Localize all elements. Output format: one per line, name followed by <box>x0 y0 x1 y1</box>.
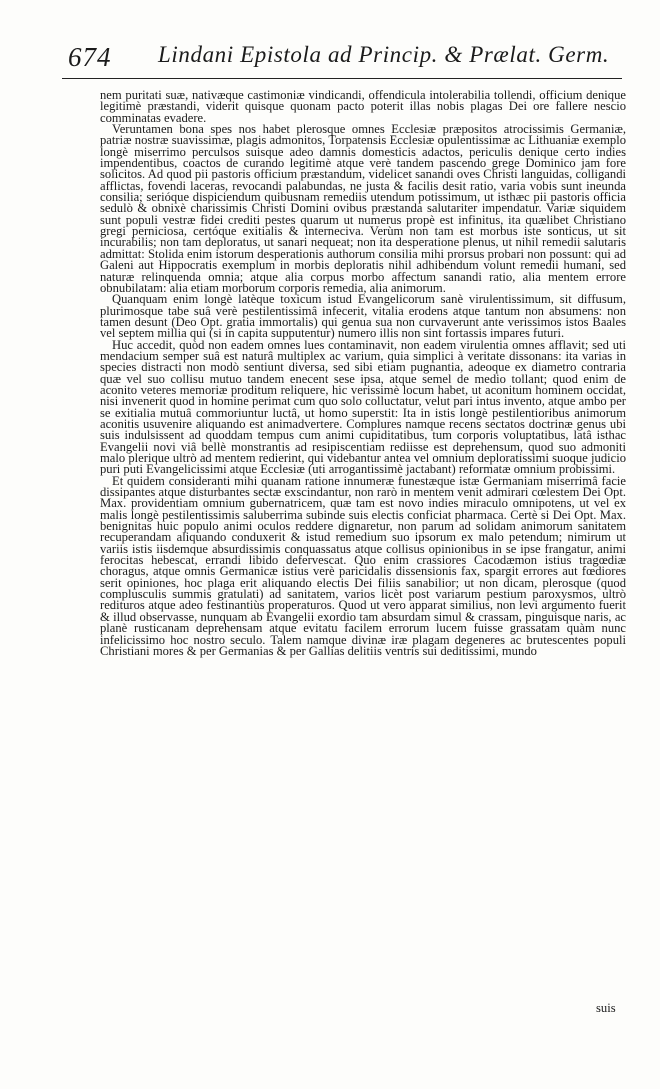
paragraph: nem puritati suæ, nativæque castimoniæ vindicandi, offendicula intolerabilia tollendi, officium denique legitimè præstandi, viderit quisque quonam pacto poterit illas nobis plagas Dei ore fallere nescio comminatas evadere. <box>100 88 626 125</box>
paragraph: Quanquam enim longè latèque toxicum istud Evangelicorum sanè virulentissimum, sit diffusum, plurimosque tabe suâ verè pestilentissimâ infecerit, vitalia erodens atque tantum non absumens: non tamen desunt (Deo Opt. gratia immortalis) qui genua sua non curvaverunt ante verissimos istos Baales vel septem millia qui (si in capita supputentur) numero illis non sint fortassis impares futuri. <box>100 292 626 341</box>
paragraph: Et quidem consideranti mihi quanam ratione innumeræ funestæque istæ Germaniam miserrimâ facie dissipantes atque disturbantes sectæ exscindantur, non rarò in mentem venit admirari cœlestem Dei Opt. Max. providentiam omnium gubernatricem, quæ tam est novo indies miraculo omnipotens, ut vel ex malis longè pestilentissimis saluberrima subinde suis electis conficiat pharmaca. Certè si Dei Opt. Max. benignitas huic populo animi oculos reddere dignaretur, non parum ad solidam animorum sanitatem recuperandam aliquando conduxerit & istud remedium suo ipsorum ex malo petendum; nimirum ut variis istis iisdemque absurdissimis conquassatus atque collisus opinionibus in se ipse frangatur, animi ferocitas hebescat, errandi libido defervescat. Quo enim crassiores Cacodæmon istius tragœdiæ choragus, atque omnis Germanicæ istius verè paricidalis dissensionis fax, spargit errores aut fœdiores serit opiniones, hoc plaga erit aliquando electis Dei filiis sanabilior; ut non dicam, plerosque (quod complusculis summis gratulati) ad sanitatem, varios licèt post variarum pestium paroxysmos, ultrò redituros atque adeo festinantiùs properaturos. Quod ut vero apparat similius, non levi argumento fuerit & illud observasse, nunquam ab Evangelii exordio tam absurdam simul & crassam, pinguisque naris, ac planè rusticanam deprehensam atque evitatu facilem errorum lucem fuisse grassatam quàm nunc infelicissimo hoc nostro seculo. Talem namque divinæ iræ plagam degeneres ac brutescentes populi Christiani mores & per Germanias & per Gallias delitiis ventris sui deditissimi, mundo <box>100 473 626 658</box>
running-header <box>62 38 622 79</box>
running-title: Lindani Epistola ad Princip. & Prælat. Germ. <box>158 42 610 67</box>
paragraph: Veruntamen bona spes nos habet plerosque omnes Ecclesiæ præpositos atrocissimis Germaniæ, patriæ nostræ suavissimæ, plagis admonitos, Torpatensis Ecclesiæ opulentissimæ ac Lithuaniæ exemplo longè miserrimo perculsos suisque adeo damnis domesticis adactos, periculis denique certo indies impendentibus, coactos de curando legitimè atque verè tandem pascendo grege Dominico jam fore solicitos. Ad quod pii pastoris officium præstandum, videlicet sanandi oves Christi languidas, colligandi afflictas, fovendi laceras, revocandi palabundas, ne justa & facilis desit ratio, varia vobis sunt ineunda consilia; serióque dispiciendum quibusnam remediis utendum potissimum, ut isthæc pii pastoris officia sedulò & obnixè charissimis Christi Domini ovibus præstanda salutariter impendatur. Variæ siquidem sunt populi vestræ fidei crediti pestes quarum ut numerus propè est infinitus, ita quælibet Christiano gregi perniciosa, certóque exitialis & interneciva. Verùm non tam est morbus iste sonticus, ut sit incurabilis; non tam deploratus, ut sanari nequeat; non ita desperatione plenus, ut nihil remedii salutaris admittat: Stolida enim istorum desperationis authorum consilia mihi prorsus probari non possunt: qui ad Galeni aut Hippocratis exemplum in morbis deploratis nihil adhibendum volunt remedii humani, sed naturæ relinquenda omnia; atque alia corpus morbo affectum sanandi ratio, alia mentem errore obnubilatam: alia etiam morborum corporis remedia, alia animorum. <box>100 122 626 295</box>
catchword: suis <box>596 1001 616 1015</box>
paragraph: Huc accedit, quòd non eadem omnes lues contaminavit, non eadem virulentia omnes afflavit; sed uti mendacium semper suâ est naturâ multiplex ac varium, quia simplici à veritate dissonans: ita varias in species distracti non modò sentiunt diversa, sed sibi etiam pugnantia, adeoque ex diametro contraria quæ vel suo collisu mutuo tandem enecent sese ipsa, atque semel de medio tollant; quod enim de aconito veteres memoriæ proditum reliquere, hic verissimè locum habet, ut aconitum hominem occidat, nisi invenerit quod in homine perimat cum quo solo colluctatur, velut pari intus invento, atque ambo per se exitialia mutuâ commoriuntur luctâ, ut homo superstit: Ita in istis longè pestilentioribus animorum aconitis usuvenire aliquando est animadvertere. Complures namque recens sectatos doctrinæ genus ubi suis indulsissent ad quoddam tempus cum animi cupiditatibus, tum corporis voluptatibus, latâ isthac Evangelii novi viâ bellè monstrantis ad resipiscentiam rediisse est deprehensum, quod suo admoniti malo plerique ultrò ad mentem redierint, qui videbantur antea vel omnium deploratissimi suoque judicio puri puti Evangelicissimi atque Ecclesiæ (uti arrogantissimè jactabant) reformatæ omnium probissimi. <box>100 337 626 477</box>
page-number: 674 <box>68 42 112 72</box>
body-text <box>100 90 626 657</box>
